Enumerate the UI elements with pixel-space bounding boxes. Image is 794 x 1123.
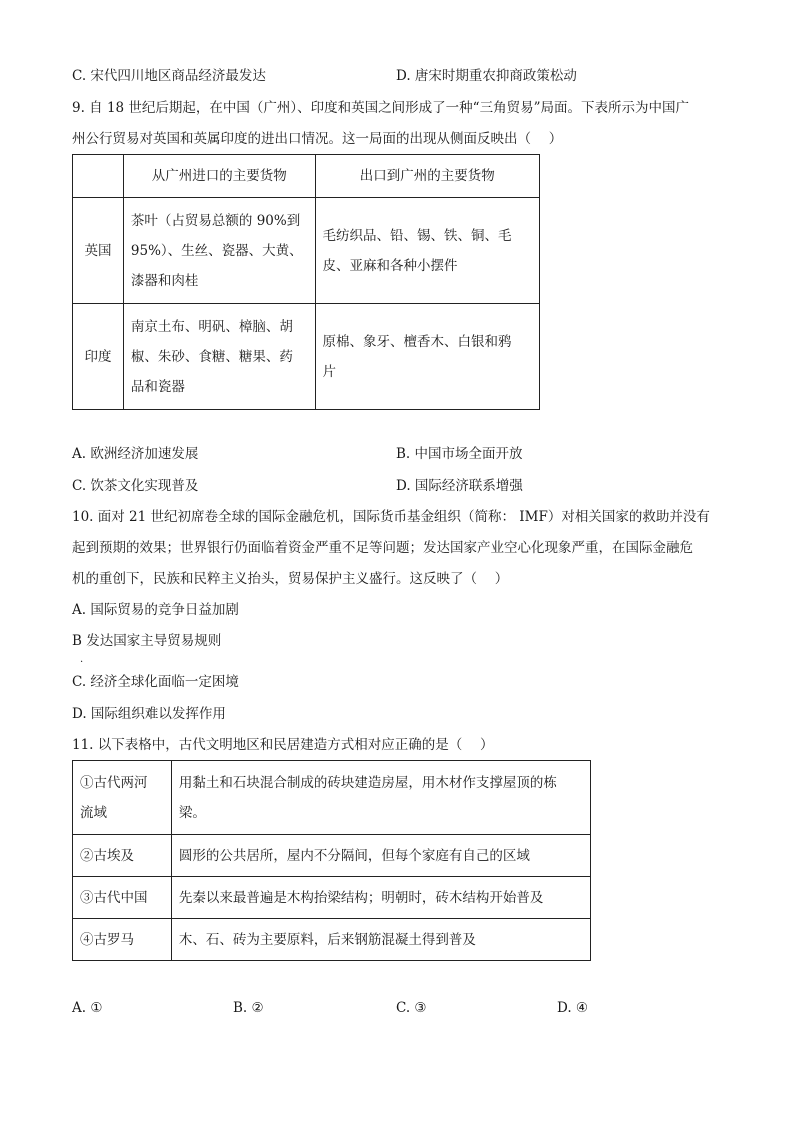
import-line: 椒、朱砂、食糖、糖果、药: [130, 348, 293, 365]
q11-housing-table: [72, 760, 591, 961]
import-line: 南京土布、明矾、樟脑、胡: [130, 318, 293, 335]
q10-option-b: B 发达国家主导贸易规则: [72, 633, 222, 649]
description-line: 用黏土和石块混合制成的砖块建造房屋，用木材作支撑屋顶的栋: [178, 774, 557, 791]
q10-stem-line2: 起到预期的效果；世界银行仍面临着资金严重不足等问题；发达国家产业空心化现象严重，在国际金融危: [72, 540, 693, 556]
export-cell: [315, 198, 539, 304]
table-row: [73, 761, 591, 835]
description-cell: [171, 919, 590, 961]
description-line: 先秦以来最普遍是木构抬梁结构；明朝时，砖木结构开始普及: [178, 889, 544, 906]
import-cell: [123, 198, 315, 304]
table-row: [73, 877, 591, 919]
export-cell: [315, 304, 539, 410]
q10-option-a: A. 国际贸易的竞争日益加剧: [72, 602, 239, 618]
export-line: 皮、亚麻和各种小摆件: [322, 257, 458, 274]
q11-option-d: D. ④: [557, 1000, 589, 1016]
q9-option-c: C. 饮茶文化实现普及: [72, 478, 199, 494]
import-line: 品和瓷器: [130, 378, 185, 395]
q9-option-a: A. 欧洲经济加速发展: [72, 446, 199, 462]
import-cell: [123, 304, 315, 410]
q10-option-c: C. 经济全球化面临一定困境: [72, 674, 239, 690]
description-cell: [171, 877, 590, 919]
export-line: 毛纺织品、铅、锡、铁、铜、毛: [322, 227, 512, 244]
table-header-row: [73, 155, 540, 198]
description-cell: [171, 761, 590, 835]
q9-option-d: D. 国际经济联系增强: [396, 478, 523, 494]
table-row-india: [73, 304, 540, 410]
table-row: [73, 835, 591, 877]
table-header-import: 从广州进口的主要货物: [123, 155, 315, 198]
q11-option-c: C. ③: [396, 1000, 427, 1016]
region-cell: [73, 877, 172, 919]
region-line: ②古埃及: [80, 847, 134, 864]
region-cell: [73, 919, 172, 961]
region-line: ①古代两河: [80, 774, 148, 791]
table-header-blank: [73, 155, 124, 198]
q10-stem-line1: 10. 面对 21 世纪初席卷全球的国际金融危机，国际货币基金组织（简称： IMF）对相关国家的救助并没有: [72, 509, 710, 525]
export-line: 原棉、象牙、檀香木、白银和鸦: [322, 333, 512, 350]
description-line: 梁。: [178, 804, 206, 821]
region-line: ④古罗马: [80, 931, 134, 948]
description-cell: [171, 835, 590, 877]
q8-option-c: C. 宋代四川地区商品经济最发达: [72, 68, 266, 84]
import-line: 95%）、生丝、瓷器、大黄、: [130, 242, 303, 259]
region-cell: [73, 761, 172, 835]
region-line: ③古代中国: [80, 889, 148, 906]
q9-stem-line2: 州公行贸易对英国和英属印度的进出口情况。这一局面的出现从侧面反映出（ ）: [72, 131, 563, 147]
q10-option-d: D. 国际组织难以发挥作用: [72, 706, 226, 722]
country-cell: 印度: [73, 304, 124, 410]
stray-dot: .: [80, 654, 84, 665]
table-header-export: 出口到广州的主要货物: [315, 155, 539, 198]
import-line: 漆器和肉桂: [130, 272, 199, 289]
q10-stem-line3: 机的重创下，民族和民粹主义抬头，贸易保护主义盛行。这反映了（ ）: [72, 571, 509, 587]
region-cell: [73, 835, 172, 877]
q11-option-b: B. ②: [233, 1000, 264, 1016]
q9-trade-table: [72, 154, 540, 410]
table-row-britain: [73, 198, 540, 304]
export-line: 片: [322, 363, 337, 380]
import-line: 茶叶（占贸易总额的 90%到: [130, 212, 301, 229]
description-line: 木、石、砖为主要原料，后来钢筋混凝土得到普及: [178, 931, 476, 948]
q11-option-a: A. ①: [72, 1000, 103, 1016]
q9-stem-line1: 9. 自 18 世纪后期起，在中国（广州）、印度和英国之间形成了一种“三角贸易”局面。下表所示为中国广: [72, 100, 689, 116]
country-cell: 英国: [73, 198, 124, 304]
q11-stem: 11. 以下表格中，古代文明地区和民居建造方式相对应正确的是（ ）: [72, 737, 494, 753]
q9-option-b: B. 中国市场全面开放: [396, 446, 523, 462]
region-line: 流域: [80, 804, 107, 821]
description-line: 圆形的公共居所，屋内不分隔间，但每个家庭有自己的区域: [178, 847, 530, 864]
table-row: [73, 919, 591, 961]
q8-option-d: D. 唐宋时期重农抑商政策松动: [396, 68, 577, 84]
